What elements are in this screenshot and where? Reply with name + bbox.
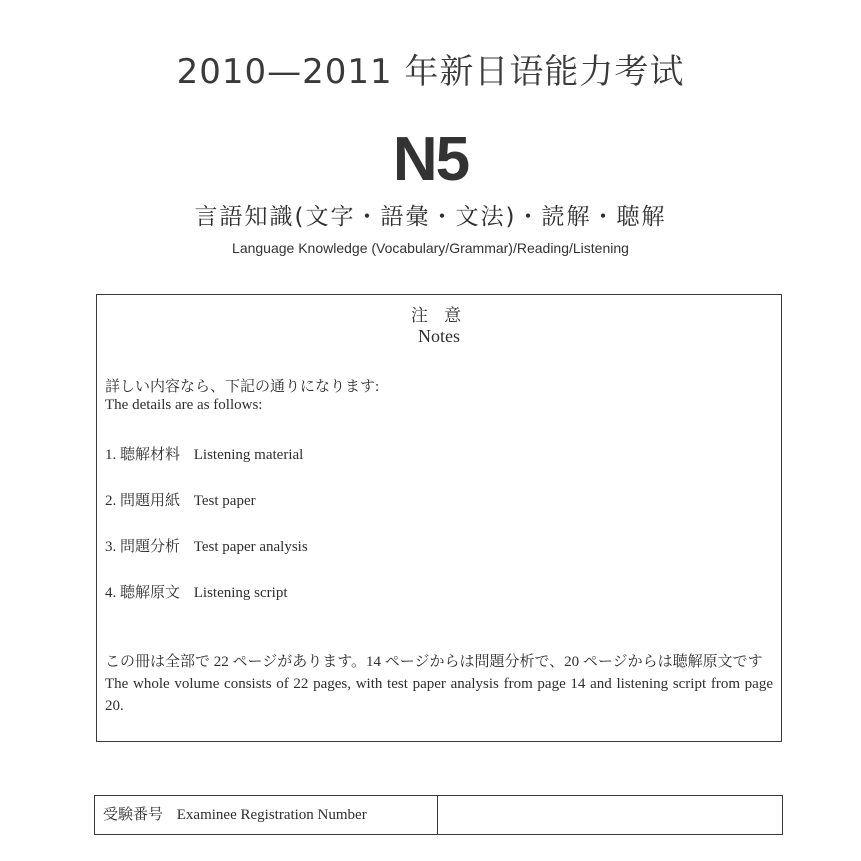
item-number: 1.: [105, 447, 117, 463]
list-item: [105, 581, 288, 602]
subject-english: Language Knowledge (Vocabulary/Grammar)/Reading/Listening: [232, 240, 629, 256]
item-number: 2.: [105, 493, 117, 509]
item-number: 3.: [105, 539, 117, 555]
item-japanese: 聴解原文: [120, 585, 181, 601]
item-english: Listening material: [193, 447, 304, 463]
item-number: 4.: [105, 585, 117, 601]
exam-level: N5: [392, 125, 469, 194]
list-item: [105, 443, 303, 464]
summary: [105, 651, 773, 717]
list-item: [105, 535, 308, 556]
registration-number-field[interactable]: [438, 796, 782, 834]
summary-english: The whole volume consists of 22 pages, with test paper analysis from page 14 and listening script from page 20.: [105, 676, 773, 714]
subject-japanese: 言語知識(文字・語彙・文法)・読解・聴解: [194, 204, 667, 230]
list-item: [105, 489, 256, 510]
item-english: Listening script: [193, 585, 288, 601]
registration-label-japanese: 受験番号: [103, 807, 164, 823]
item-japanese: 問題分析: [120, 539, 181, 555]
item-japanese: 聴解材料: [120, 447, 181, 463]
notes-title-japanese: 注 意: [410, 306, 468, 325]
registration-table: [94, 795, 783, 835]
item-japanese: 問題用紙: [120, 493, 181, 509]
summary-japanese: この冊は全部で 22 ページがあります。14 ページからは問題分析で、20 ページからは聴解原文です: [105, 654, 763, 670]
registration-label-english: Examinee Registration Number: [176, 807, 367, 823]
page-title: 2010—2011 年新日语能力考试: [176, 52, 685, 92]
intro-english: The details are as follows:: [105, 397, 263, 413]
item-english: Test paper: [193, 493, 256, 509]
intro-japanese: 詳しい内容なら、下記の通りになります:: [105, 379, 380, 395]
item-english: Test paper analysis: [193, 539, 308, 555]
notes-title-english: Notes: [418, 326, 460, 346]
registration-label: [95, 796, 438, 834]
notes-box: [96, 294, 782, 742]
